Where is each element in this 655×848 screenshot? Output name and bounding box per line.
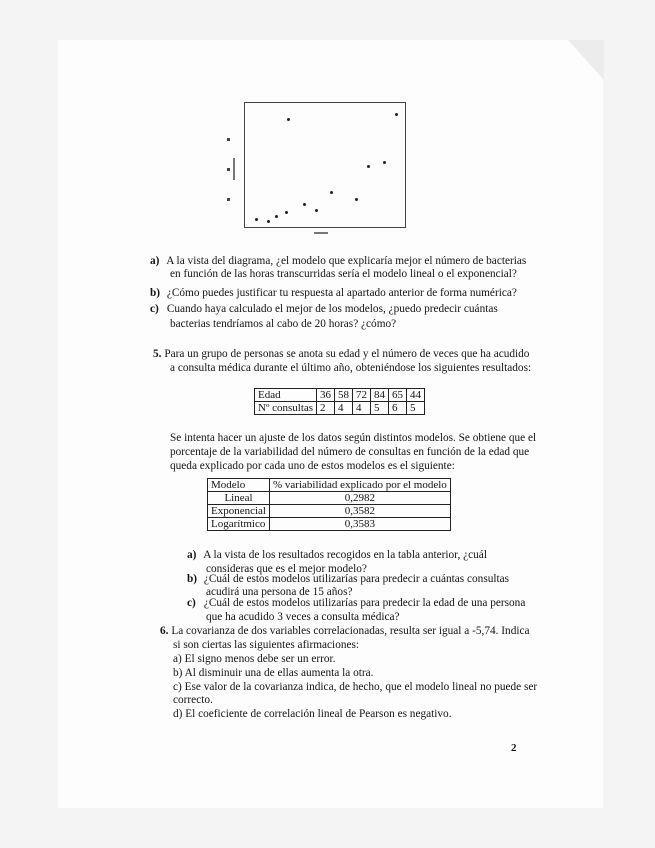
plot-point (303, 203, 306, 206)
table-row (255, 389, 425, 402)
axis-tick-mark (227, 168, 230, 171)
q5-b-cont: acudirá una persona de 15 años? (206, 586, 353, 598)
plot-point (355, 198, 358, 201)
table-cell: 36 (317, 389, 335, 402)
table-row (208, 505, 451, 518)
q6-text: 6. La covarianza de dos variables correlacionadas, resulta ser igual a -5,74. Indica (160, 625, 530, 637)
table-cell: 2 (317, 402, 335, 415)
table-cell: Lineal (208, 492, 270, 505)
axis-tick-mark (227, 198, 230, 201)
plot-point (383, 161, 386, 164)
question-c: c) Cuando haya calculado el mejor de los modelos, ¿puedo predecir cuántas (150, 303, 498, 315)
q6-b: b) Al disminuir una de ellas aumenta la otra. (173, 667, 374, 679)
table-cell: 5 (371, 402, 389, 415)
table-cell: 4 (353, 402, 371, 415)
q5-b: b) ¿Cuál de estos modelos utilizarías para predecir a cuántas consultas (187, 573, 510, 585)
question-a-cont: en función de las horas transcurridas sería el modelo lineal o el exponencial? (170, 268, 517, 280)
question-a: a) A la vista del diagrama, ¿el modelo que explicaría mejor el número de bacterias (150, 255, 527, 267)
table-cell: Logarítmico (208, 518, 270, 531)
q5-paragraph: queda explicado por cada uno de estos modelos es el siguiente: (170, 460, 455, 472)
q6-c: c) Ese valor de la covarianza indica, de hecho, que el modelo lineal no puede ser (173, 681, 538, 693)
q5-a: a) A la vista de los resultados recogidos en la tabla anterior, ¿cuál (187, 549, 487, 561)
plot-point (255, 218, 258, 221)
plot-point (267, 220, 270, 223)
table-cell: 0,2982 (269, 492, 450, 505)
q5-c-cont: que ha acudido 3 veces a consulta médica? (206, 611, 400, 623)
q5-text-cont: a consulta médica durante el último año, obteniéndose los siguientes resultados: (170, 362, 532, 374)
table-cell: 84 (371, 389, 389, 402)
q5-text: 5. Para un grupo de personas se anota su edad y el número de veces que ha acudido (153, 348, 530, 360)
table-cell: 0,3583 (269, 518, 450, 531)
q5-paragraph: porcentaje de la variabilidad del número de consultas en función de la edad que (170, 446, 530, 458)
page-number: 2 (511, 742, 517, 754)
table-row (208, 492, 451, 505)
plot-point (287, 118, 290, 121)
table-cell: 5 (407, 402, 425, 415)
q5-a-cont: consideras que es el mejor modelo? (206, 563, 367, 575)
axis-tick-mark (227, 138, 230, 141)
table-row (208, 518, 451, 531)
table-cell: Exponencial (208, 505, 270, 518)
plot-point (367, 165, 370, 168)
table-cell: 44 (407, 389, 425, 402)
table-cell: 72 (353, 389, 371, 402)
q6-a: a) El signo menos debe ser un error. (173, 653, 336, 665)
table-header: % variabilidad explicado por el modelo (269, 479, 450, 492)
plot-point (285, 211, 288, 214)
q5-paragraph: Se intenta hacer un ajuste de los datos según distintos modelos. Se obtiene que el (170, 432, 537, 444)
plot-point (315, 209, 318, 212)
question-c-cont: bacterias tendríamos al cabo de 20 horas? ¿cómo? (170, 318, 397, 330)
table-header: Modelo (208, 479, 270, 492)
q6-d: d) El coeficiente de correlación lineal de Pearson es negativo. (173, 708, 452, 720)
q6-c-cont: correcto. (173, 694, 213, 706)
folded-corner (568, 40, 604, 80)
table-row (208, 479, 451, 492)
q6-text-cont: si son ciertas las siguientes afirmaciones: (173, 639, 360, 651)
y-axis-label (233, 158, 235, 180)
q5-c: c) ¿Cuál de estos modelos utilizarías para predecir la edad de una persona (187, 597, 526, 609)
table-cell: 6 (389, 402, 407, 415)
age-consultations-table (254, 388, 425, 415)
models-table (207, 478, 451, 531)
scatter-plot (244, 102, 406, 228)
table-cell: 58 (335, 389, 353, 402)
plot-point (395, 113, 398, 116)
table-row (255, 402, 425, 415)
plot-point (330, 191, 333, 194)
table-header: Edad (255, 389, 317, 402)
table-cell: 4 (335, 402, 353, 415)
x-axis-label (314, 232, 328, 234)
table-cell: 0,3582 (269, 505, 450, 518)
plot-point (275, 215, 278, 218)
table-cell: 65 (389, 389, 407, 402)
question-b: b) ¿Cómo puedes justificar tu respuesta al apartado anterior de forma numérica? (150, 287, 517, 299)
table-header: Nº consultas (255, 402, 317, 415)
